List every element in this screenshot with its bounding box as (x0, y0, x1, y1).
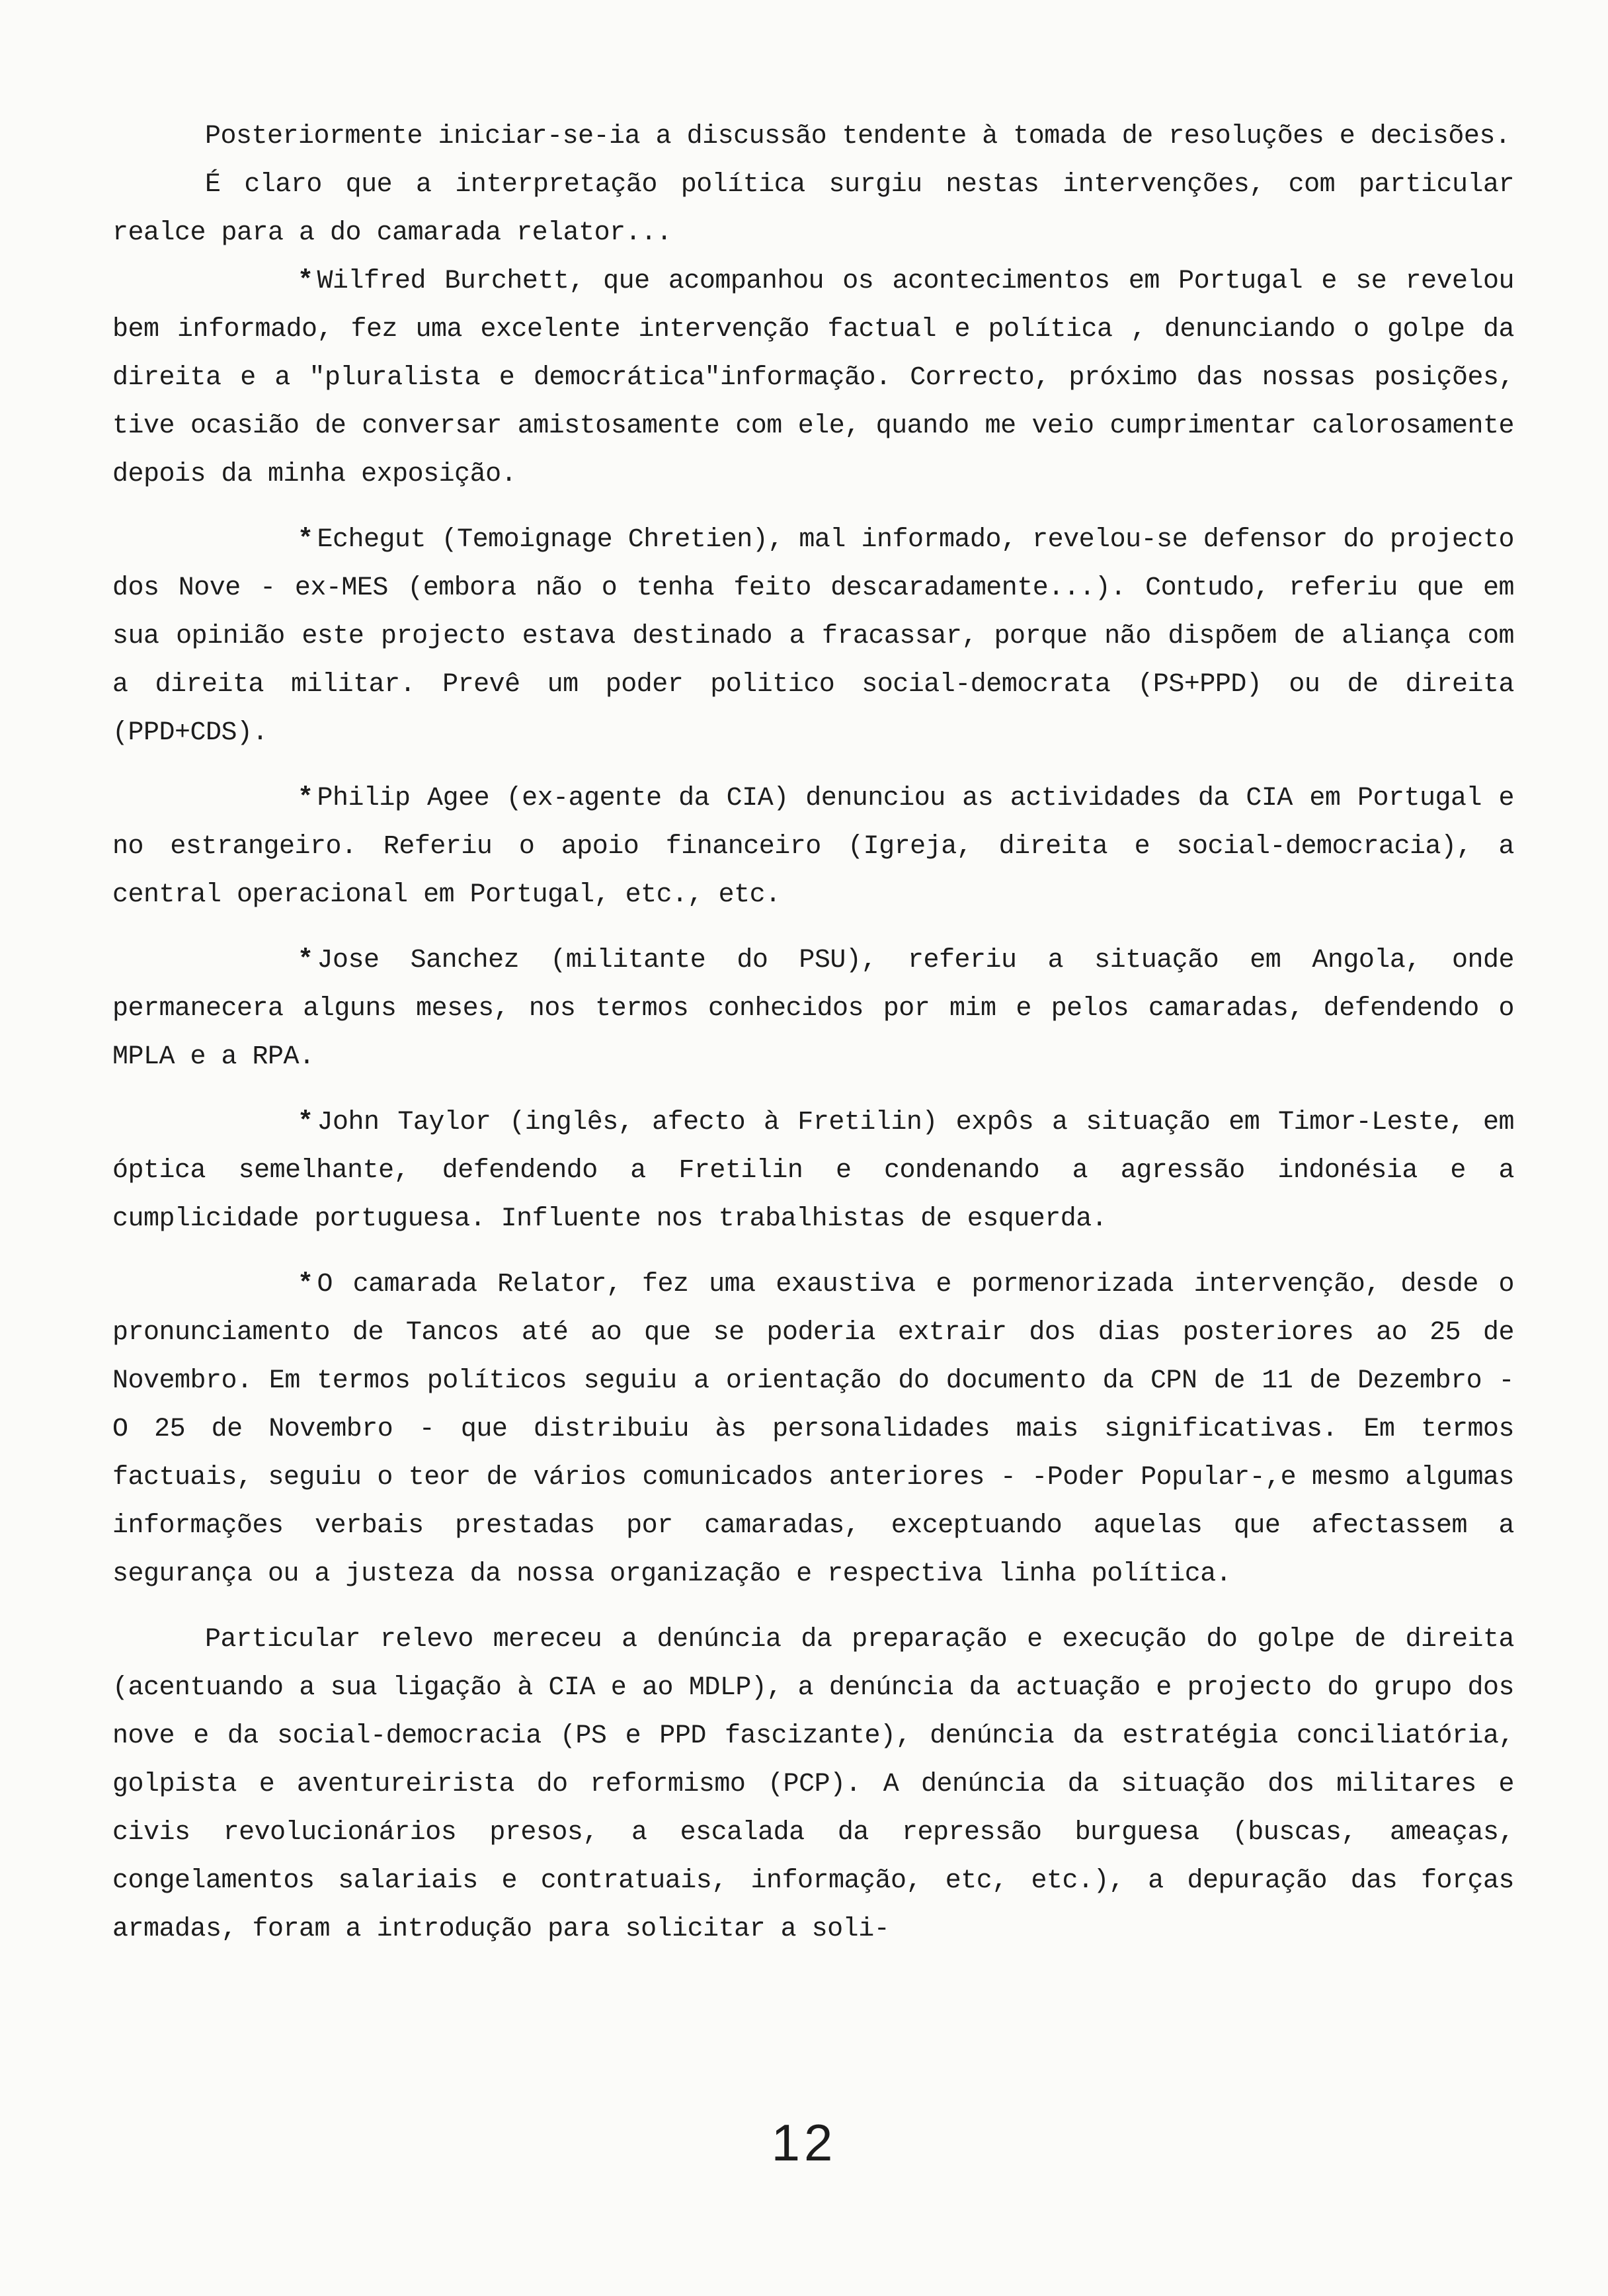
paragraph-burchett (112, 257, 1514, 499)
paragraph-echegut (112, 516, 1514, 757)
bullet-star-icon: * (298, 266, 313, 296)
paragraph-interpretation: É claro que a interpretação política surgiu nestas intervenções, com particular realce para a do camarada relator... (112, 170, 1514, 248)
paragraph-denuncia: Particular relevo mereceu a denúncia da preparação e execução do golpe de direita (acentuando a sua ligação à CIA e ao MDLP), a denúncia da actuação e projecto do grupo dos nove e da social-democracia (PS e PPD fascizante), denúncia da estratégia conciliatória, golpista e aventureirista do reformismo (PCP). A denúncia da situação dos militares e civis revolucionários presos, a escalada da repressão burguesa (buscas, ameaças, congelamentos salariais e contratuais, informação, etc, etc.), a depuração das forças armadas, foram a introdução para solicitar a soli- (112, 1625, 1514, 1944)
paragraph-relator (112, 1260, 1514, 1598)
paragraph-text: Philip Agee (ex-agente da CIA) denunciou as actividades da CIA em Portugal e no estrangeiro. Referiu o apoio financeiro (Igreja, direita e social-democracia), a central operacional em Portugal, etc., etc. (112, 784, 1514, 910)
paragraph-sanchez (112, 936, 1514, 1081)
bullet-star-icon: * (298, 1108, 313, 1137)
bullet-star-icon: * (298, 946, 313, 975)
paragraph-text: Wilfred Burchett, que acompanhou os acontecimentos em Portugal e se revelou bem informado, fez uma excelente intervenção factual e política , denunciando o golpe da direita e a "pluralista e democrática"informação. Correcto, próximo das nossas posições, tive ocasião de conversar amistosamente com ele, quando me veio cumprimentar calorosamente depois da minha exposição. (112, 266, 1514, 489)
bullet-star-icon: * (298, 1270, 313, 1299)
paragraph-text: Jose Sanchez (militante do PSU), referiu a situação em Angola, onde permanecera alguns meses, nos termos conhecidos por mim e pelos camaradas, defendendo o MPLA e a RPA. (112, 946, 1514, 1072)
bullet-star-icon: * (298, 784, 313, 813)
paragraph-agee (112, 774, 1514, 919)
paragraph-text: O camarada Relator, fez uma exaustiva e pormenorizada intervenção, desde o pronunciamento de Tancos até ao que se poderia extrair dos dias posteriores ao 25 de Novembro. Em termos políticos seguiu a orientação do documento da CPN de 11 de Dezembro - O 25 de Novembro - que distribuiu às personalidades mais significativas. Em termos factuais, seguiu o teor de vários comunicados anteriores - -Poder Popular-,e mesmo algumas informações verbais prestadas por camaradas, exceptuando aquelas que afectassem a segurança ou a justeza da nossa organização e respectiva linha política. (112, 1270, 1514, 1589)
bullet-star-icon: * (298, 525, 313, 555)
paragraph-intro: Posteriormente iniciar-se-ia a discussão tendente à tomada de resoluções e decisões. (205, 122, 1511, 151)
page-number: 12 (771, 2113, 837, 2172)
paragraph-text: John Taylor (inglês, afecto à Fretilin) expôs a situação em Timor-Leste, em óptica semelhante, defendendo a Fretilin e condenando a agressão indonésia e a cumplicidade portuguesa. Influente nos trabalhistas de esquerda. (112, 1108, 1514, 1234)
document-body (112, 112, 1514, 1953)
paragraph-taylor (112, 1098, 1514, 1243)
paragraph-text: Echegut (Temoignage Chretien), mal informado, revelou-se defensor do projecto dos Nove - ex-MES (embora não o tenha feito descaradamente...). Contudo, referiu que em sua opinião este projecto estava destinado a fracassar, porque não dispõem de aliança com a direita militar. Prevê um poder politico social-democrata (PS+PPD) ou de direita (PPD+CDS). (112, 525, 1514, 748)
